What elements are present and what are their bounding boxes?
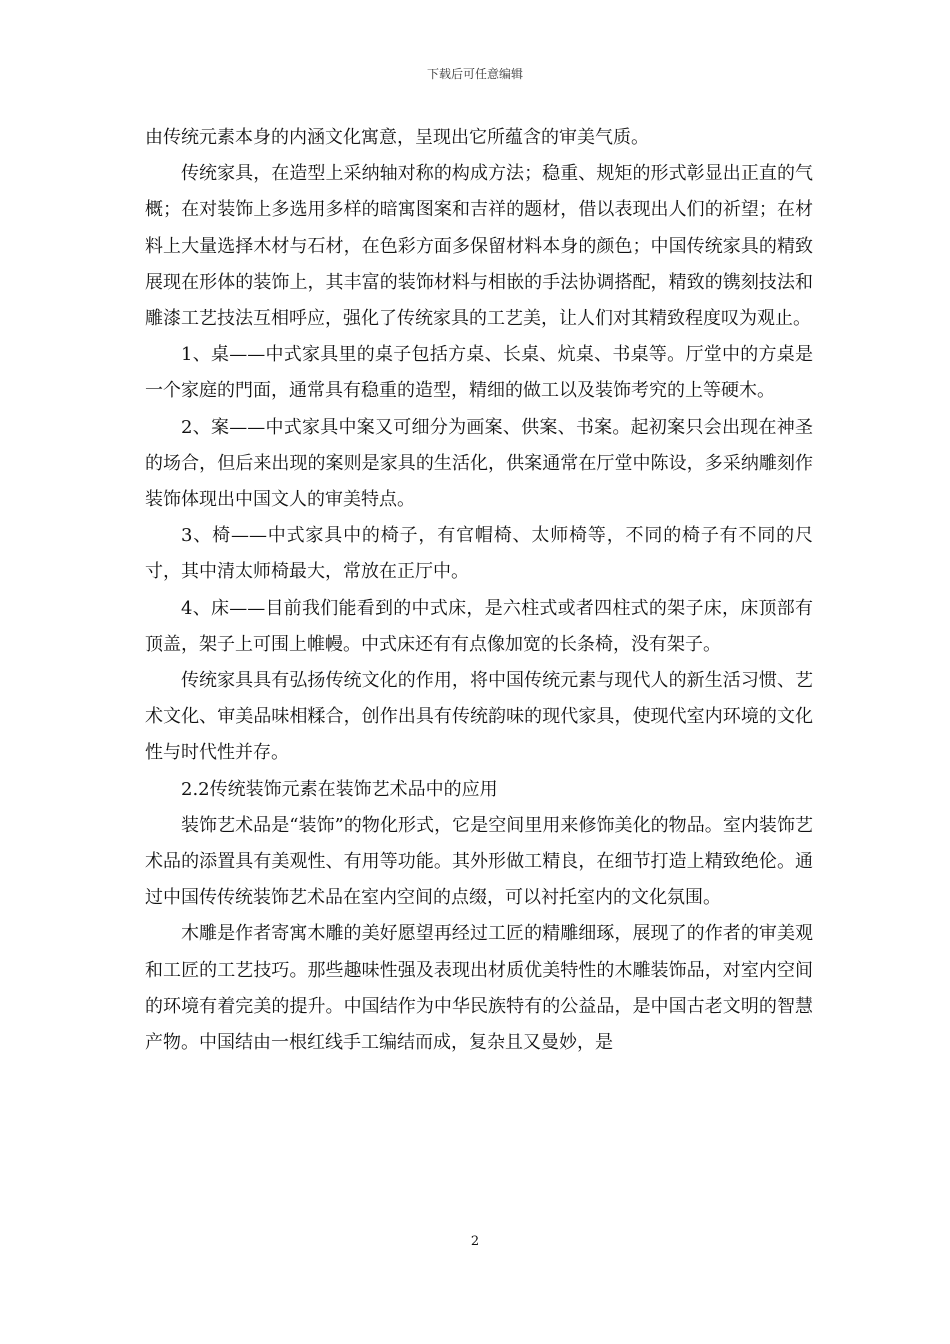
- paragraph-chair: 3、椅——中式家具中的椅子，有官帽椅、太师椅等，不同的椅子有不同的尺寸，其中清太师椅最大，常放在正厅中。: [145, 525, 813, 583]
- paragraph-bed: 4、床——目前我们能看到的中式床，是六柱式或者四柱式的架子床，床顶部有顶盖，架子上可围上帷幔。中式床还有有点像加宽的长条椅，没有架子。: [145, 597, 813, 655]
- paragraph-continuation: 由传统元素本身的内涵文化寓意，呈现出它所蕴含的审美气质。: [145, 127, 649, 148]
- paragraph-desk: 2、案——中式家具中案又可细分为画案、供案、书案。起初案只会出现在神圣的场合，但后来出现的案则是家具的生活化，供案通常在厅堂中陈设，多采纳雕刻作装饰体现出中国文人的审美特点。: [145, 416, 813, 511]
- paragraph-traditional-furniture: 传统家具，在造型上采纳轴对称的构成方法；稳重、规矩的形式彰显出正直的气概；在对装饰上多选用多样的暗寓图案和吉祥的题材，借以表现出人们的祈望；在材料上大量选择木材与石材，在色彩方面多保留材料本身的颜色；中国传统家具的精致展现在形体的装饰上，其丰富的装饰材料与相嵌的手法协调搭配，精致的镌刻技法和雕漆工艺技法互相呼应，强化了传统家具的工艺美，让人们对其精致程度叹为观止。: [145, 163, 813, 330]
- page-number: 2: [470, 1234, 480, 1249]
- paragraph-woodcarving: 木雕是作者寄寓木雕的美好愿望再经过工匠的精雕细琢，展现了的作者的审美观和工匠的工艺技巧。那些趣味性强及表现出材质优美特性的木雕装饰品，对室内空间的环境有着完美的提升。中国结作为中华民族特有的公益品，是中国古老文明的智慧产物。中国结由一根红线手工编结而成，复杂且又曼妙，是: [145, 923, 813, 1054]
- paragraph-decorative-art: 装饰艺术品是“装饰”的物化形式，它是空间里用来修饰美化的物品。室内装饰艺术品的添置具有美观性、有用等功能。其外形做工精良，在细节打造上精致绝伦。通过中国传传统装饰艺术品在室内空间的点缀，可以衬托室内的文化氛围。: [145, 814, 813, 909]
- section-heading: 2.2传统装饰元素在装饰艺术品中的应用: [181, 778, 498, 800]
- paragraph-culture: 传统家具具有弘扬传统文化的作用，将中国传统元素与现代人的新生活习惯、艺术文化、审美品味相糅合，创作出具有传统韵味的现代家具，使现代室内环境的文化性与时代性并存。: [145, 670, 813, 764]
- paragraph-table: 1、桌——中式家具里的桌子包括方桌、长桌、炕桌、书桌等。厅堂中的方桌是一个家庭的門面，通常具有稳重的造型，精细的做工以及装饰考究的上等硬木。: [145, 344, 813, 402]
- page-header: 下载后可任意编辑: [426, 67, 523, 81]
- document-body: [145, 120, 813, 1061]
